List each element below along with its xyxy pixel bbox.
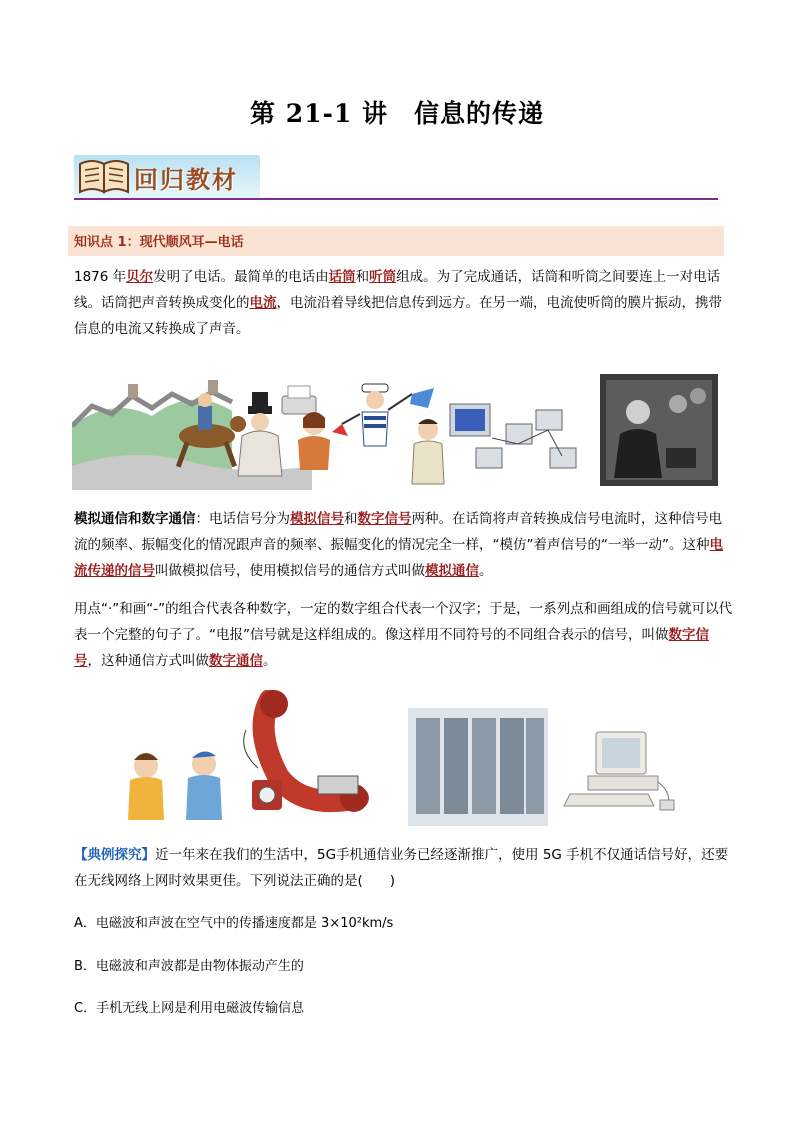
text-run: 发明了电话。最简单的电话由 [153,269,329,285]
keyword: 数字信号 [357,511,412,527]
banner-title: 回归教材 [134,166,238,194]
text-run: ，这种通信方式叫做 [87,653,209,669]
bold-lead: 模拟通信和数字通信 [74,511,196,527]
keyword: 电流 [249,295,277,311]
text-run: 。 [263,653,277,669]
keyword: 听筒 [369,269,397,285]
text-run: 两种。在话筒将声音转换成信号电流时，这种信号电流的频率、振幅变化的情况跟声音的频率、振幅变化的情况完全一样，“模仿”着声信号的“一举一动”。这种 [74,511,722,553]
text-run: 和 [344,511,358,527]
banner-divider [74,198,718,200]
fax-machine [282,386,316,414]
man-on-phone [412,419,444,484]
option-b: B．电磁波和声波都是由物体振动产生的 [74,959,304,974]
text-run: 叫做模拟信号，使用模拟信号的通信方式叫做 [155,563,425,579]
book-icon [78,158,130,196]
sailor-with-flags [332,384,434,446]
text-run: ：电话信号分为 [195,511,290,527]
keyword: 数字通信 [209,653,263,669]
text-run: 1876 年 [74,269,127,285]
question-tag: 【典例探究】 [74,847,155,863]
paragraph-analog-digital [74,506,734,584]
option-a: A．电磁波和声波在空气中的传播速度都是 3×10²km/s [74,916,394,931]
historical-photo [600,374,718,486]
keyword: 话筒 [328,269,356,285]
knowledge-point-title: 知识点 1：现代顺风耳—电话 [74,235,244,250]
text-run: 。 [479,563,493,579]
page-title: 第 21-1 讲 信息的传递 [250,99,544,128]
text-run: 用点“·”和画“-”的组合代表各种数字，一定的数字组合代表一个汉字；于是，一系列点和画组成的信号就可以代表一个完整的句子了。“电报”信号就是这样组成的。像这样用不同符号的不同组合表示的信号，叫做 [74,601,733,643]
desktop-computer [564,732,674,810]
communication-history-illustration [72,366,722,490]
telephone-equipment-illustration [118,690,688,830]
keyword: 贝尔 [126,269,154,285]
question-stem [74,842,734,894]
keyword: 电流传递的信号 [74,537,723,579]
text-run: 组成。为了完成通话，话筒和听筒之间要连上一对电话线。话筒把声音转换成变化的 [74,269,721,311]
kids-on-phones [128,751,222,820]
old-man-figure [238,392,282,476]
keyword: 模拟信号 [290,511,344,527]
keyword: 模拟通信 [425,563,479,579]
option-c: C．手机无线上网是利用电磁波传输信息 [74,1001,305,1016]
computer-network [450,404,576,468]
girl-on-phone [298,412,330,470]
paragraph-digital-signal [74,596,734,674]
switchboard-room [408,708,548,826]
text-run: ，电流沿着导线把信息传到远方。在另一端，电流使听筒的膜片振动，携带信息的电流又转换成了声音。 [74,295,722,337]
paragraph-telephone [74,264,734,342]
text-run: 和 [355,269,370,285]
telephone-handset-cutaway [244,690,368,812]
keyword: 数字信号 [74,627,709,669]
question-text: 近一年来在我们的生活中，5G手机通信业务已经逐渐推广，使用 5G 手机不仅通话信号好，还要在无线网络上网时效果更佳。下列说法正确的是( ) [74,847,729,889]
